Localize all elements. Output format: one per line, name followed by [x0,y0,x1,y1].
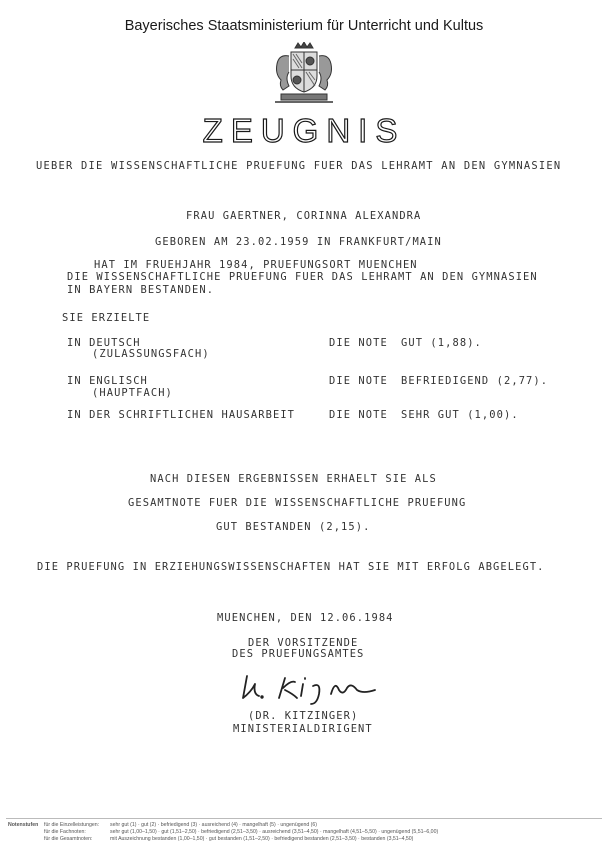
subject-label: IN DER SCHRIFTLICHEN HAUSARBEIT [67,409,296,421]
place-date: MUENCHEN, DEN 12.06.1984 [217,612,394,624]
statement-line-1: HAT IM FRUEHJAHR 1984, PRUEFUNGSORT MUENCHEN [94,259,418,271]
results-intro: SIE ERZIELTE [62,312,151,324]
legend-label: für die Gesamtnoten: [44,836,93,842]
note-label: DIE NOTE [329,337,388,349]
chair-role-2: DES PRUEFUNGSAMTES [232,648,365,660]
legend-text: sehr gut (1,00–1,50) · gut (1,51–2,50) · befriedigend (2,51–3,50) · ausreichend (3,51–4,50) · mangelhaft (4,51–5,50) · ungenügend (5,51–6,00) [110,829,439,835]
footer-divider [6,818,602,819]
grade-value: SEHR GUT (1,00). [401,409,519,421]
grade-value: BEFRIEDIGEND (2,77). [401,375,549,387]
subject-detail: (ZULASSUNGSFACH) [92,348,210,360]
education-statement: DIE PRUEFUNG IN ERZIEHUNGSWISSENSCHAFTEN HAT SIE MIT ERFOLG ABGELEGT. [37,561,545,573]
handwritten-signature [235,670,385,706]
signer-title: MINISTERIALDIRIGENT [233,723,373,735]
grade-value: GUT (1,88). [401,337,482,349]
legend-label: für die Fachnoten: [44,829,86,835]
legend-label: für die Einzelleistungen: [44,822,100,828]
subject-label: IN ENGLISCH [67,375,148,387]
chair-role-1: DER VORSITZENDE [248,637,359,649]
ministry-heading: Bayerisches Staatsministerium für Unterricht und Kultus [124,18,484,34]
candidate-birth: GEBOREN AM 23.02.1959 IN FRANKFURT/MAIN [155,236,442,248]
overall-line-1: NACH DIESEN ERGEBNISSEN ERHAELT SIE ALS [150,473,437,485]
signer-name: (DR. KITZINGER) [248,710,359,722]
legend-heading: Notenstufen [8,822,39,828]
overall-line-2: GESAMTNOTE FUER DIE WISSENSCHAFTLICHE PRUEFUNG [128,497,467,509]
statement-line-3: IN BAYERN BESTANDEN. [67,284,215,296]
document-title: ZEUGNIS [202,112,406,149]
candidate-name: FRAU GAERTNER, CORINNA ALEXANDRA [186,210,422,222]
subject-detail: (HAUPTFACH) [92,387,173,399]
overall-grade: GUT BESTANDEN (2,15). [216,521,371,533]
note-label: DIE NOTE [329,375,388,387]
note-label: DIE NOTE [329,409,388,421]
legend-text: sehr gut (1) · gut (2) · befriedigend (3) · ausreichend (4) · mangelhaft (5) · ungenügend (6) [110,822,318,828]
exam-subtitle: UEBER DIE WISSENSCHAFTLICHE PRUEFUNG FUER DAS LEHRAMT AN DEN GYMNASIEN [36,160,562,172]
subject-label: IN DEUTSCH [67,337,141,349]
legend-text: mit Auszeichnung bestanden (1,00–1,50) · gut bestanden (1,51–2,50) · befriedigend bestanden (2,51–3,50) · bestanden (3,51–4,50) [110,836,414,842]
statement-line-2: DIE WISSENSCHAFTLICHE PRUEFUNG FUER DAS LEHRAMT AN DEN GYMNASIEN [67,271,538,283]
coat-of-arms-seal [271,42,337,106]
grade-scale-legend [8,822,603,843]
